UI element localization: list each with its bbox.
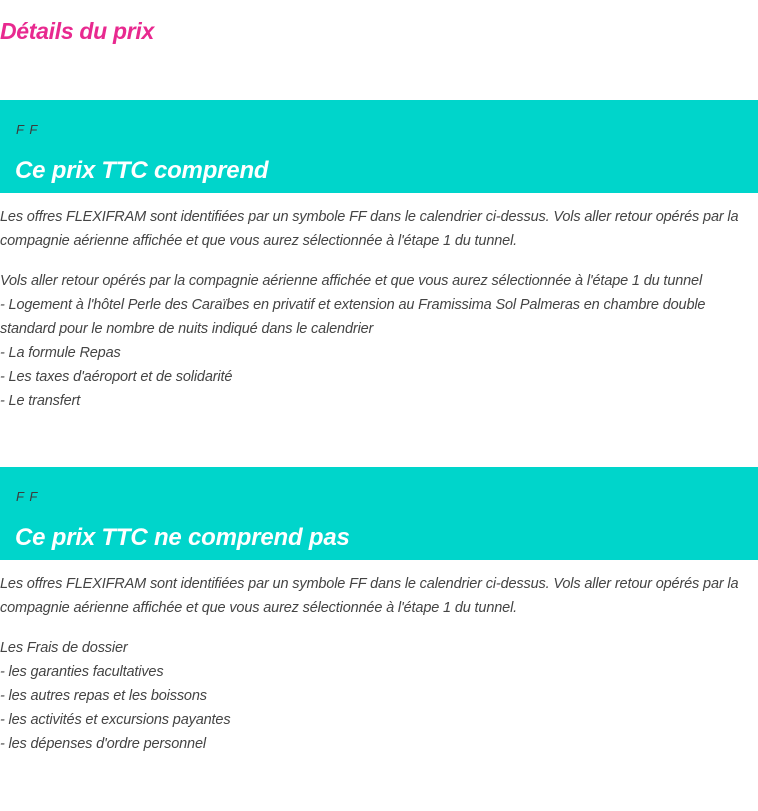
excluded-items-list [0,636,748,756]
list-item: - Logement à l'hôtel Perle des Caraïbes en privatif et extension au Framissima Sol Palmeras en chambre double standard pour le nombre de nuits indiqué dans le calendrier [0,297,706,337]
section-banner [0,100,758,193]
section-title: Ce prix TTC ne comprend pas [15,524,350,551]
flexifram-logo: F F [16,122,39,137]
section-banner [0,467,758,560]
list-item: - les activités et excursions payantes [0,712,231,728]
list-item: - Le transfert [0,393,81,409]
list-item: - Les taxes d'aéroport et de solidarité [0,369,233,385]
flexifram-logo: F F [16,489,39,504]
price-excludes-section [0,467,758,756]
page-title: Détails du prix [0,18,154,44]
section-intro: Les offres FLEXIFRAM sont identifiées par un symbole FF dans le calendrier ci-dessus. Vols aller retour opérés par la compagnie aérienne affichée et que vous aurez sélectionnée à l'étape 1 du tunnel. [0,576,739,616]
list-item: - La formule Repas [0,345,121,361]
section-intro: Les offres FLEXIFRAM sont identifiées par un symbole FF dans le calendrier ci-dessus. Vols aller retour opérés par la compagnie aérienne affichée et que vous aurez sélectionnée à l'étape 1 du tunnel. [0,209,739,249]
list-item: - les garanties facultatives [0,664,164,680]
price-includes-section [0,100,758,413]
included-items-list [0,269,748,413]
list-item: - les autres repas et les boissons [0,688,207,704]
list-item: Vols aller retour opérés par la compagnie aérienne affichée et que vous aurez sélectionnée à l'étape 1 du tunnel [0,273,703,289]
list-item: Les Frais de dossier [0,640,128,656]
section-title: Ce prix TTC comprend [15,157,269,184]
list-item: - les dépenses d'ordre personnel [0,736,206,752]
